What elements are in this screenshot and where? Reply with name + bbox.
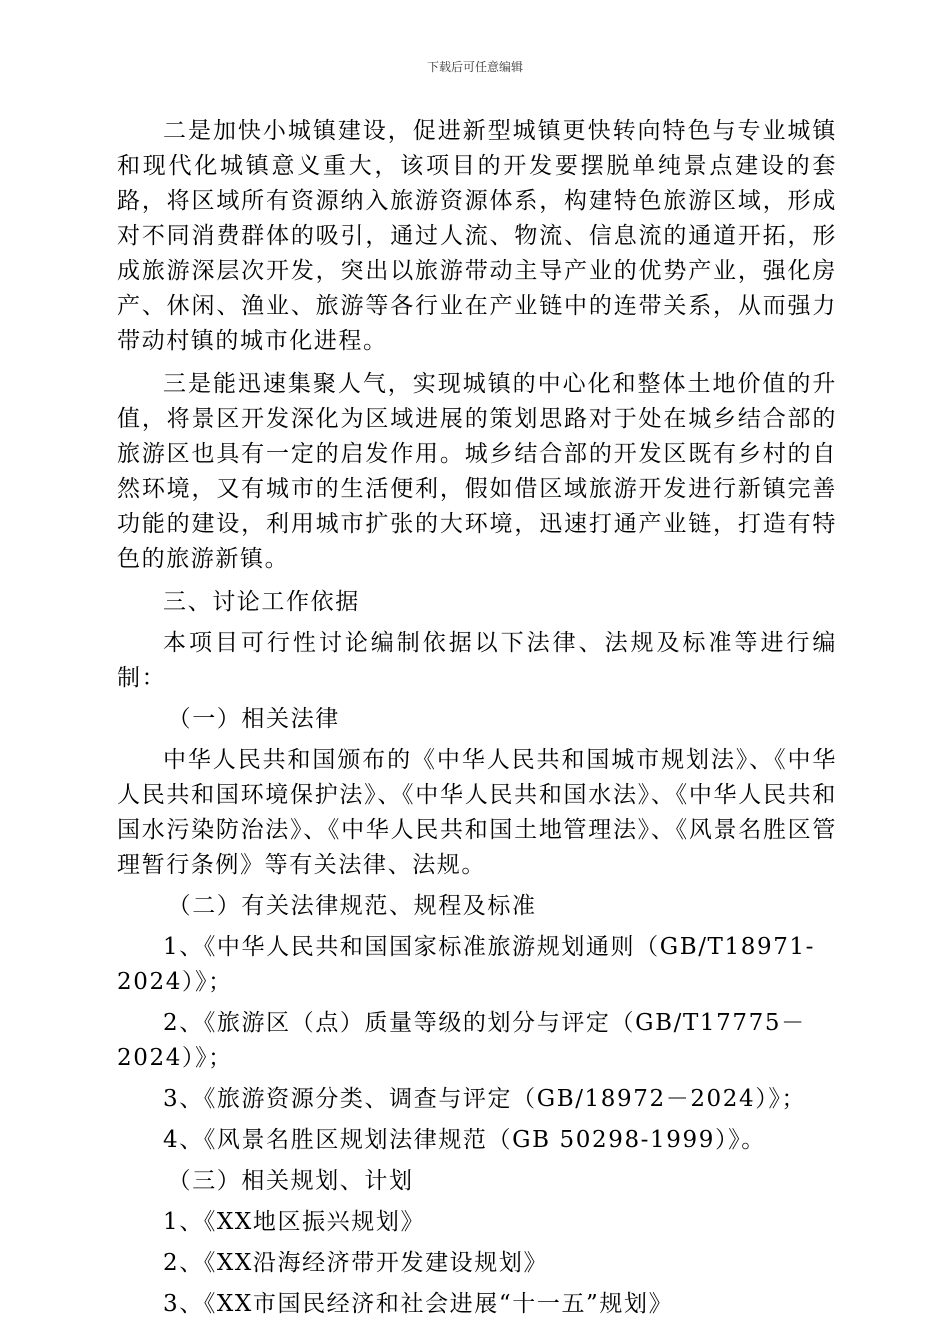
list-item-standard-2: 2、《旅游区（点）质量等级的划分与评定（GB/T17775－2024）》； [117,1010,806,1071]
subheading-standards: （二）有关法律规范、规程及标准 [167,893,537,919]
section-heading-basis: 三、讨论工作依据 [163,589,360,615]
subheading-plans: （三）相关规划、计划 [167,1168,414,1194]
document-body [117,114,837,1328]
paragraph-basis-intro: 本项目可行性讨论编制依据以下法律、法规及标准等进行编制： [117,630,837,691]
list-item-plan-3: 3、《XX市国民经济和社会进展“十一五”规划》 [163,1291,674,1317]
paragraph-laws: 中华人民共和国颁布的《中华人民共和国城市规划法》、《中华人民共和国环境保护法》、《中华人民共和国水法》、《中华人民共和国水污染防治法》、《中华人民共和国土地管理法》、《风景名胜区管理暂行条例》等有关法律、法规。 [117,747,837,878]
page-header: 下载后可任意编辑 [426,60,523,74]
list-item-standard-4: 4、《风景名胜区规划法律规范（GB 50298-1999）》。 [163,1127,766,1153]
list-item-standard-1: 1、《中华人民共和国国家标准旅游规划通则（GB/T18971-2024）》； [117,934,816,995]
list-item-standard-3: 3、《旅游资源分类、调查与评定（GB/18972－2024）》； [163,1086,807,1112]
paragraph-urbanization: 二是加快小城镇建设，促进新型城镇更快转向特色与专业城镇和现代化城镇意义重大，该项目的开发要摆脱单纯景点建设的套路，将区域所有资源纳入旅游资源体系，构建特色旅游区域，形成对不同消费群体的吸引，通过人流、物流、信息流的通道开拓，形成旅游深层次开发，突出以旅游带动主导产业的优势产业，强化房产、休闲、渔业、旅游等各行业在产业链中的连带关系，从而强力带动村镇的城市化进程。 [117,118,837,354]
subheading-laws: （一）相关法律 [167,706,340,732]
list-item-plan-1: 1、《XX地区振兴规划》 [163,1209,426,1235]
list-item-plan-2: 2、《XX沿海经济带开发建设规划》 [163,1250,549,1276]
paragraph-popularity: 三是能迅速集聚人气，实现城镇的中心化和整体土地价值的升值，将景区开发深化为区域进展的策划思路对于处在城乡结合部的旅游区也具有一定的启发作用。城乡结合部的开发区既有乡村的自然环境，又有城市的生活便利，假如借区域旅游开发进行新镇完善功能的建设，利用城市扩张的大环境，迅速打通产业链，打造有特色的旅游新镇。 [117,371,837,572]
